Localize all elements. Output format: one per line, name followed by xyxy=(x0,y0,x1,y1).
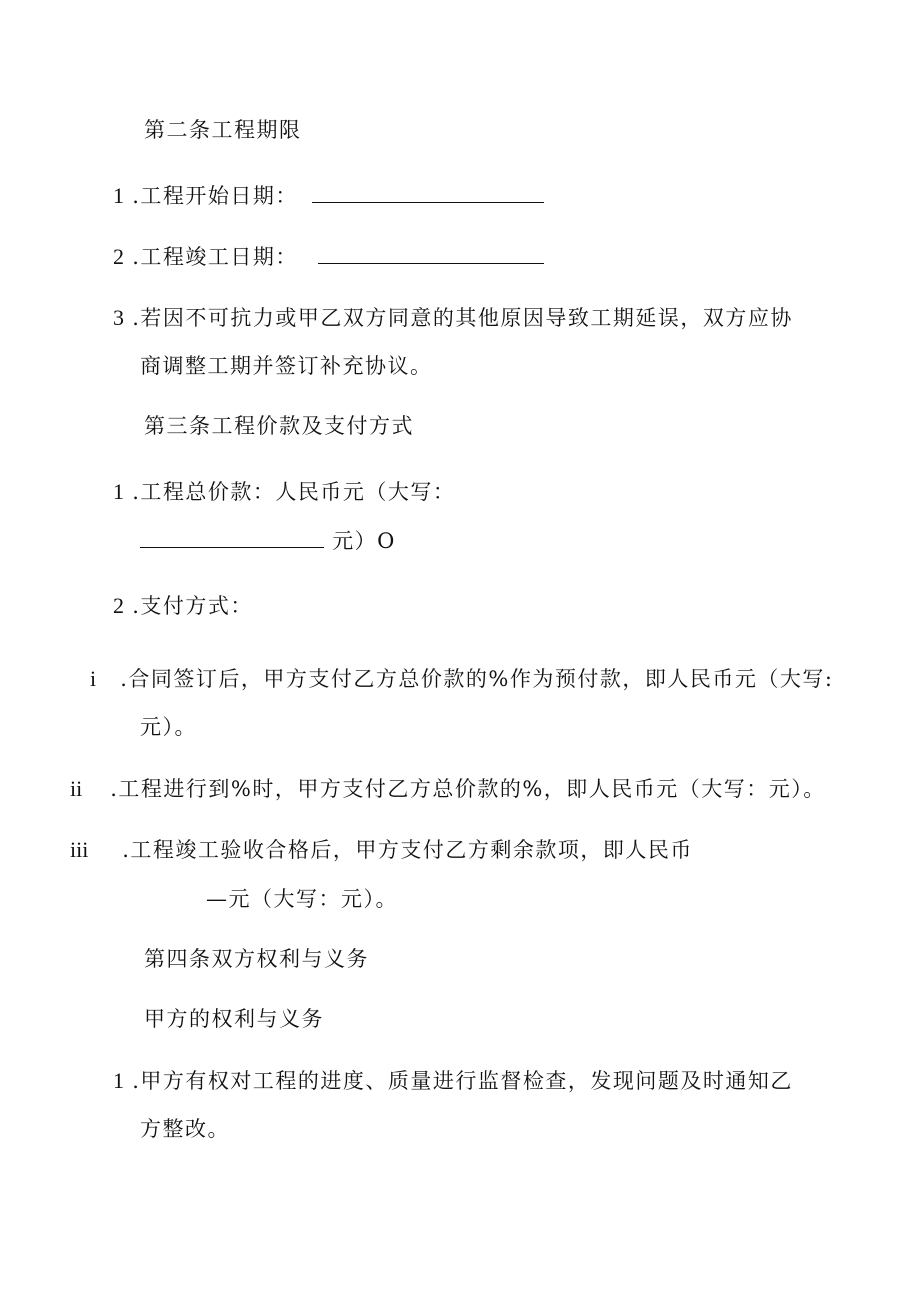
start-date-blank[interactable] xyxy=(312,182,544,203)
article4-item1-text: .甲方有权对工程的进度、质量进行监督检查，发现问题及时通知乙 xyxy=(132,1069,793,1093)
payment-sub-iii-number: iii xyxy=(70,837,89,862)
article2-item2-label: .工程竣工日期： xyxy=(132,245,298,269)
article3-item1-tail: 元）O xyxy=(332,529,396,553)
article3-item2-text: .支付方式： xyxy=(132,594,253,618)
article4-item1 xyxy=(113,1067,793,1095)
payment-sub-i-text: .合同签订后，甲方支付乙方总价款的%作为预付款，即人民币元（大写: xyxy=(120,667,834,691)
payment-sub-ii-number: ii xyxy=(70,776,83,801)
article2-item2-number: 2 xyxy=(113,244,124,269)
article3-item2-number: 2 xyxy=(113,593,124,618)
article2-item2 xyxy=(113,243,544,271)
total-price-blank[interactable] xyxy=(140,527,324,548)
article2-item3 xyxy=(113,304,793,332)
payment-sub-iii xyxy=(70,836,693,864)
article3-item1 xyxy=(113,478,455,506)
article4-item1-continuation: 方整改。 xyxy=(140,1117,230,1141)
article3-item1-number: 1 xyxy=(113,479,124,504)
payment-sub-i xyxy=(90,665,833,693)
article4-heading: 第四条双方权利与义务 xyxy=(144,947,369,971)
article4-item1-number: 1 xyxy=(113,1068,124,1093)
payment-sub-i-continuation: 元）。 xyxy=(140,715,197,739)
payment-sub-ii xyxy=(70,775,826,803)
article2-item1 xyxy=(113,182,544,210)
article2-item3-text: .若因不可抗力或甲乙双方同意的其他原因导致工期延误，双方应协 xyxy=(132,306,793,330)
payment-sub-iii-text: .工程竣工验收合格后，甲方支付乙方剩余款项，即人民币 xyxy=(122,838,693,862)
article2-item1-label: .工程开始日期： xyxy=(132,184,298,208)
article2-item3-number: 3 xyxy=(113,305,124,330)
article3-item1-continuation xyxy=(140,527,396,555)
payment-sub-ii-text: .工程进行到%时，甲方支付乙方总价款的%，即人民币元（大写：元）。 xyxy=(110,777,826,801)
article3-heading: 第三条工程价款及支付方式 xyxy=(144,414,414,438)
article3-item1-text: .工程总价款：人民币元（大写： xyxy=(132,480,456,504)
party-a-heading: 甲方的权利与义务 xyxy=(144,1007,324,1031)
article3-item2 xyxy=(113,592,253,620)
payment-sub-i-number: i xyxy=(90,666,97,691)
payment-sub-iii-continuation: —元（大写：元）。 xyxy=(206,887,398,911)
completion-date-blank[interactable] xyxy=(318,243,544,264)
article2-heading: 第二条工程期限 xyxy=(144,118,302,142)
article2-item3-continuation: 商调整工期并签订补充协议。 xyxy=(140,354,433,378)
article2-item1-number: 1 xyxy=(113,183,124,208)
